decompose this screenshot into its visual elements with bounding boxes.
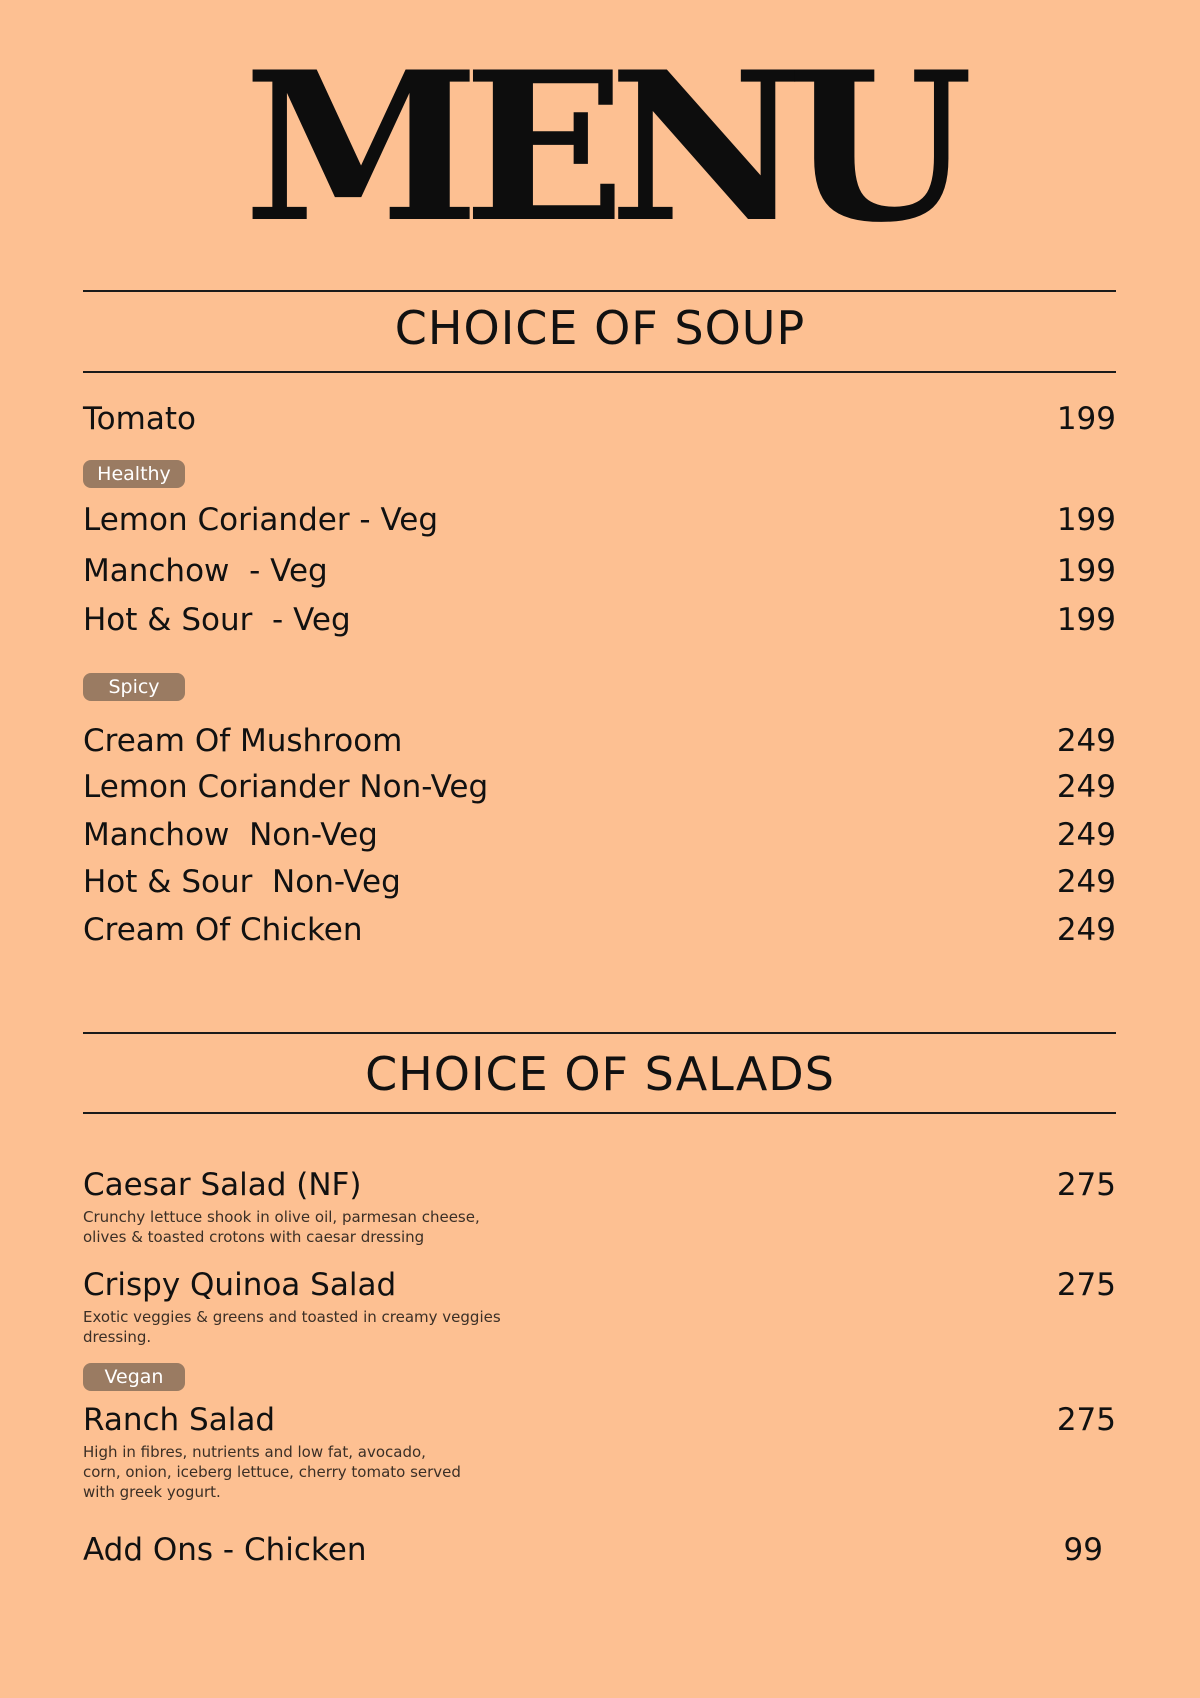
divider xyxy=(83,1112,1116,1114)
menu-title: MENU xyxy=(243,28,957,268)
item-price: 275 xyxy=(1056,1267,1116,1303)
item-price: 249 xyxy=(1056,864,1116,900)
item-description: Exotic veggies & greens and toasted in creamy veggies dressing. xyxy=(83,1308,501,1346)
item-name: Manchow Non-Veg xyxy=(83,817,378,853)
item-name: Lemon Coriander - Veg xyxy=(83,502,439,538)
soup-section-heading: CHOICE OF SOUP xyxy=(394,301,806,355)
item-price: 249 xyxy=(1056,912,1116,948)
item-name: Crispy Quinoa Salad xyxy=(83,1267,397,1303)
item-name: Tomato xyxy=(83,401,196,437)
healthy-tag: Healthy xyxy=(83,460,185,488)
item-name: Hot & Sour Non-Veg xyxy=(83,864,401,900)
divider xyxy=(83,1032,1116,1034)
spicy-tag: Spicy xyxy=(83,673,185,701)
item-price: 249 xyxy=(1056,723,1116,759)
item-name: Manchow - Veg xyxy=(83,553,328,589)
vegan-tag: Vegan xyxy=(83,1363,185,1391)
salads-section-heading: CHOICE OF SALADS xyxy=(365,1047,835,1101)
item-price: 199 xyxy=(1056,602,1116,638)
item-price: 275 xyxy=(1056,1402,1116,1438)
item-price: 249 xyxy=(1056,769,1116,805)
item-price: 199 xyxy=(1056,502,1116,538)
item-price: 99 xyxy=(1063,1532,1103,1568)
item-name: Cream Of Mushroom xyxy=(83,723,403,759)
item-description: Crunchy lettuce shook in olive oil, parmesan cheese, olives & toasted crotons with caesar dressing xyxy=(83,1208,480,1246)
item-price: 275 xyxy=(1056,1167,1116,1203)
item-name: Add Ons - Chicken xyxy=(83,1532,367,1568)
item-price: 199 xyxy=(1056,553,1116,589)
item-name: Ranch Salad xyxy=(83,1402,276,1438)
item-name: Lemon Coriander Non-Veg xyxy=(83,769,489,805)
item-price: 249 xyxy=(1056,817,1116,853)
item-description: High in fibres, nutrients and low fat, avocado, corn, onion, iceberg lettuce, cherry tomato served with greek yogurt. xyxy=(83,1443,461,1501)
divider xyxy=(83,290,1116,292)
item-price: 199 xyxy=(1056,401,1116,437)
divider xyxy=(83,371,1116,373)
item-name: Hot & Sour - Veg xyxy=(83,602,351,638)
item-name: Cream Of Chicken xyxy=(83,912,363,948)
item-name: Caesar Salad (NF) xyxy=(83,1167,362,1203)
